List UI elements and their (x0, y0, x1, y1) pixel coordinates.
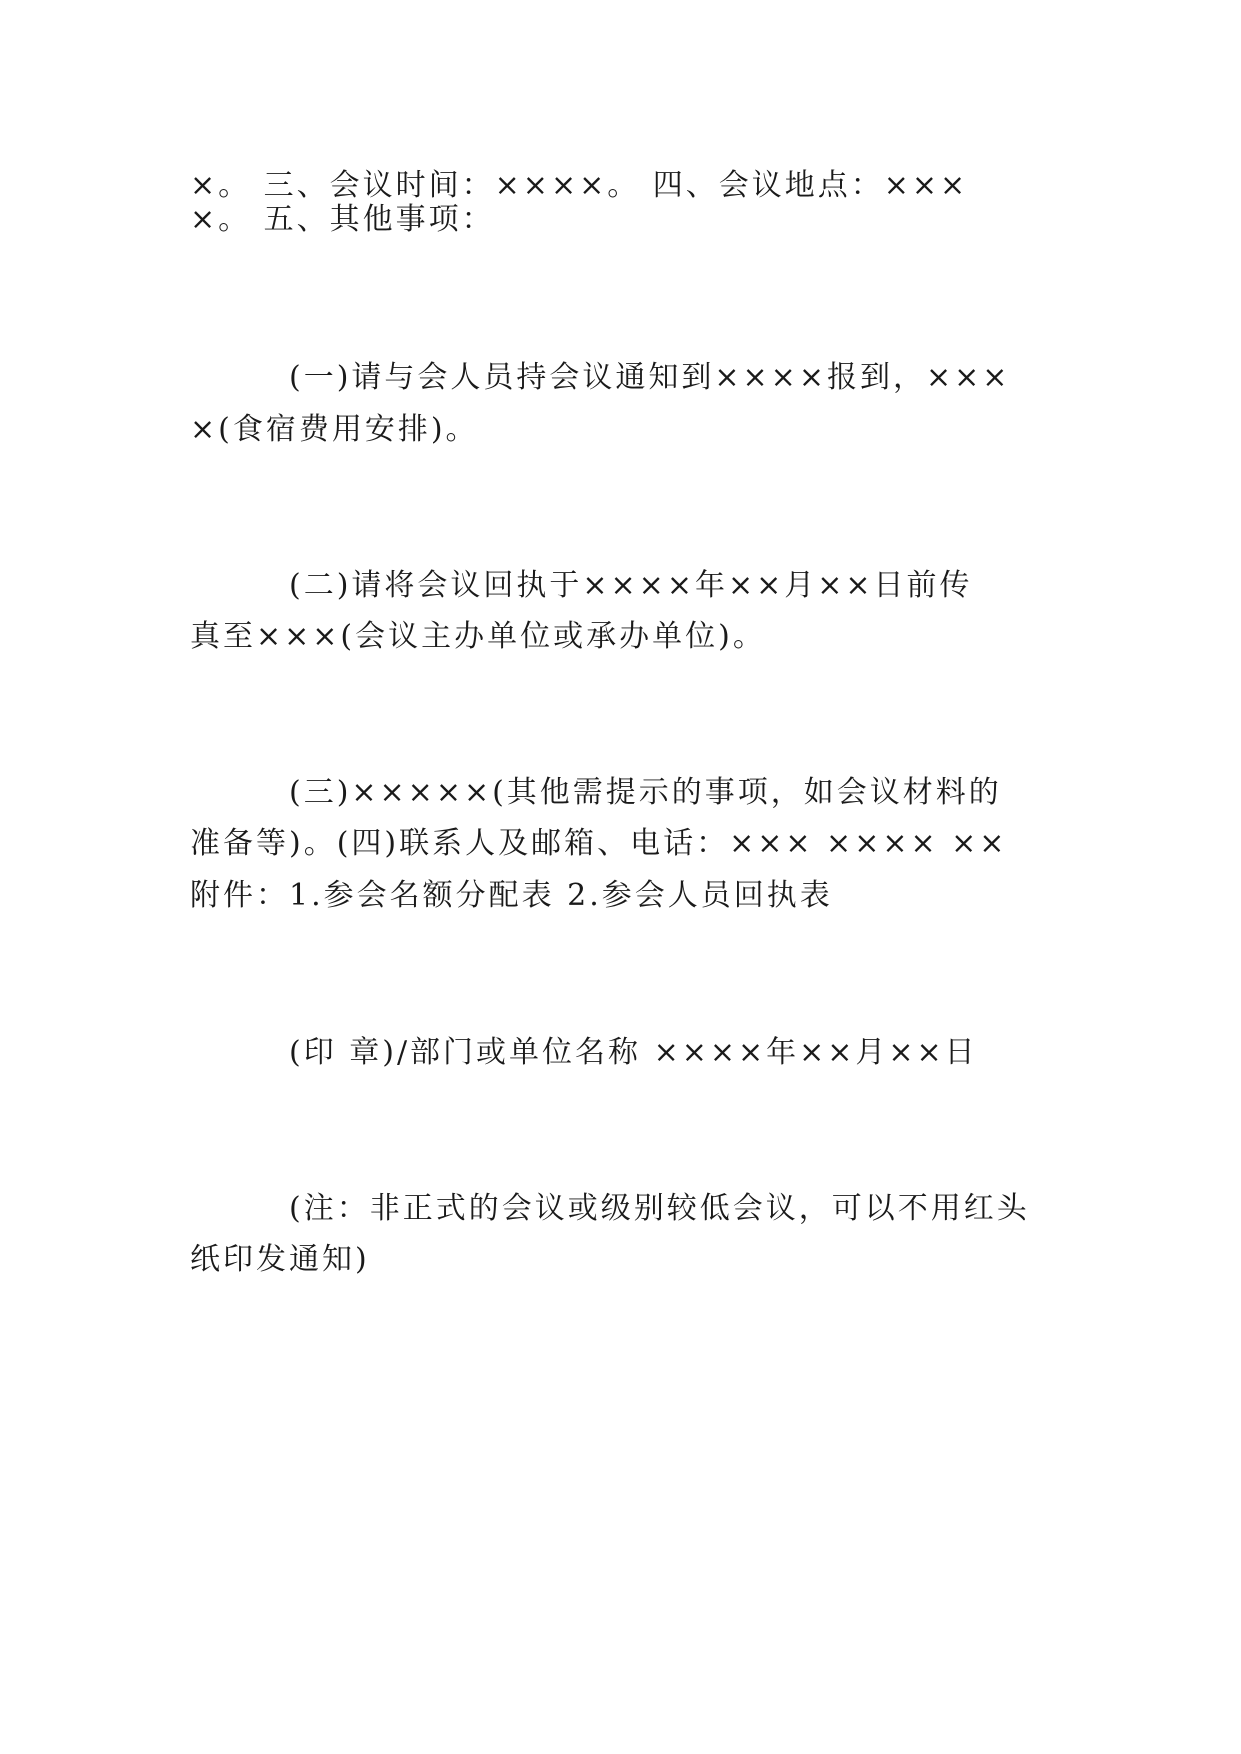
text-line-note: (注：非正式的会议或级别较低会议，可以不用红头 (190, 1191, 1030, 1226)
text-line-seal-signature: (印 章)/部门或单位名称 ××××年××月××日 (190, 1035, 978, 1070)
text-line-item-3: (三)×××××(其他需提示的事项，如会议材料的 (190, 775, 1002, 810)
text-line-item-2-cont: 真至×××(会议主办单位或承办单位)。 (190, 619, 766, 654)
text-line-attachments: 附件：1.参会名额分配表 2.参会人员回执表 (190, 878, 833, 913)
text-line-other-matters: ×。 五、其他事项： (190, 202, 495, 237)
text-line-item-4-contact: 准备等)。(四)联系人及邮箱、电话：××× ×××× ×× (190, 826, 1008, 861)
text-line-item-2: (二)请将会议回执于××××年××月××日前传 (190, 568, 973, 603)
text-line-item-1-cont: ×(食宿费用安排)。 (190, 412, 479, 447)
text-line-note-cont: 纸印发通知) (190, 1242, 370, 1277)
text-line-meeting-time-place: ×。 三、会议时间：××××。 四、会议地点：××× (190, 168, 969, 203)
text-line-item-1: (一)请与会人员持会议通知到××××报到，××× (190, 360, 1011, 395)
